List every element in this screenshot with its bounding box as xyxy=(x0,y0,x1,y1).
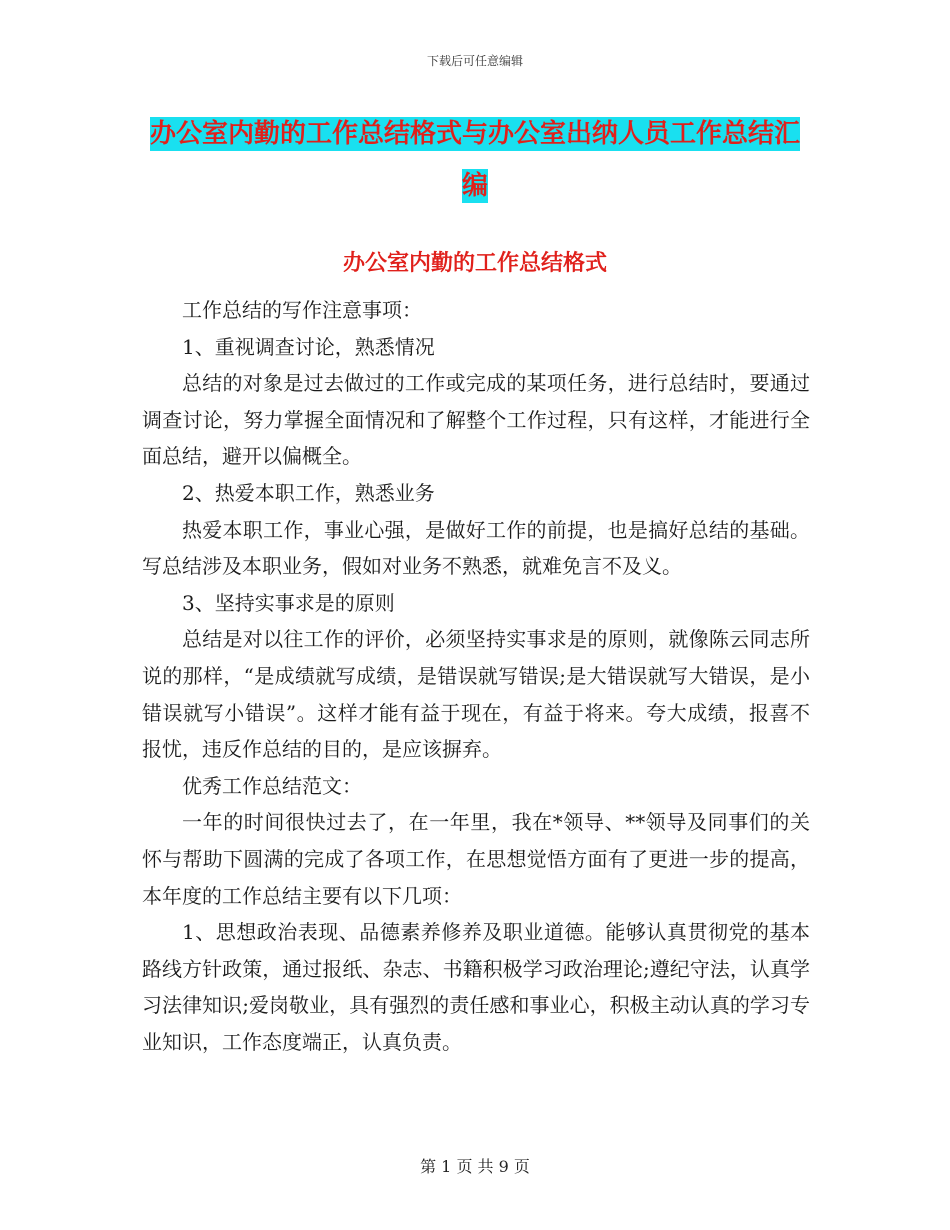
paragraph: 1、重视调查讨论，熟悉情况 xyxy=(182,334,435,359)
section-title: 办公室内勤的工作总结格式 xyxy=(342,251,607,276)
paragraph: 热爱本职工作，事业心强，是做好工作的前提，也是搞好总结的基础。写总结涉及本职业务，假如对业务不熟悉，就难免言不及义。 xyxy=(142,517,810,579)
page-header-note: 下载后可任意编辑 xyxy=(426,54,523,68)
paragraph: 总结是对以往工作的评价，必须坚持实事求是的原则，就像陈云同志所说的那样，“是成绩就写成绩，是错误就写错误;是大错误就写大错误，是小错误就写小错误”。这样才能有益于现在，有益于将来。夸大成绩，报喜不报忧，违反作总结的目的，是应该摒弃。 xyxy=(142,627,810,762)
document-body xyxy=(142,292,810,1060)
paragraph: 3、坚持实事求是的原则 xyxy=(182,590,395,615)
document-main-title xyxy=(140,108,810,212)
paragraph: 总结的对象是过去做过的工作或完成的某项任务，进行总结时，要通过调查讨论，努力掌握全面情况和了解整个工作过程，只有这样，才能进行全面总结，避开以偏概全。 xyxy=(142,371,810,469)
paragraph: 一年的时间很快过去了，在一年里，我在*领导、**领导及同事们的关怀与帮助下圆满的完成了各项工作，在思想觉悟方面有了更进一步的提高，本年度的工作总结主要有以下几项： xyxy=(142,810,810,908)
paragraph: 2、热爱本职工作，熟悉业务 xyxy=(182,480,435,505)
main-title-text: 办公室内勤的工作总结格式与办公室出纳人员工作总结汇编 xyxy=(149,119,800,201)
paragraph: 1、思想政治表现、品德素养修养及职业道德。能够认真贯彻党的基本路线方针政策，通过报纸、杂志、书籍积极学习政治理论;遵纪守法，认真学习法律知识;爱岗敬业，具有强烈的责任感和事业心，积极主动认真的学习专业知识，工作态度端正，认真负责。 xyxy=(142,920,810,1054)
paragraph: 优秀工作总结范文： xyxy=(182,773,362,798)
page-number-footer: 第 1 页 共 9 页 xyxy=(420,1157,530,1176)
paragraph: 工作总结的写作注意事项： xyxy=(182,298,422,322)
